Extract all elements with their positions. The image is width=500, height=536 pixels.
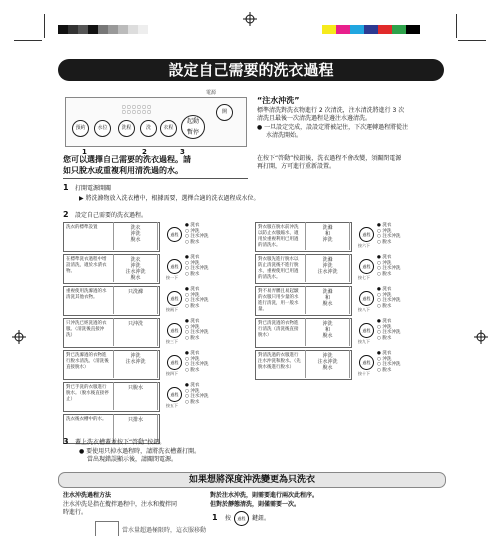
indicator-item: ● 洗衣: [377, 223, 392, 228]
press-count: 按九下: [358, 339, 370, 344]
indicator-item: ○ 脫水: [185, 271, 200, 277]
control-panel-illustration: 電源 預約 水位 洗程 洗 衣程 起動 暫停 開 ▢ ▢ ▢ ▢ ▢ ▢ ▢ ▢ ▢ ▢ ▢ ▢: [65, 97, 247, 147]
step-number: 3: [63, 437, 69, 446]
program-row-label: 只沖洗已經洗過的衣服。（清洗後直接沖洗）: [66, 321, 107, 338]
power-label: 電源: [206, 90, 217, 96]
process-button-icon: 過程: [167, 259, 182, 274]
program-row-steps: [305, 222, 350, 250]
program-row-steps: [113, 222, 158, 250]
process-button-icon: 過程: [234, 511, 249, 526]
program-row-steps: [305, 286, 350, 314]
indicator-item: ○ 注水沖洗: [185, 394, 209, 399]
indicator-item: ○ 沖洗: [185, 292, 200, 298]
section-heading: 如果想將深度沖洗變更為只洗衣: [58, 472, 446, 488]
indicator-list: [185, 287, 208, 309]
indicator-item: ○ 脫水: [377, 367, 392, 373]
step-number: 1: [212, 513, 218, 522]
start-pause-knob: 起動 暫停: [181, 115, 205, 139]
indicator-item: ○ 脫水: [185, 399, 200, 405]
program-step: 洗滌: [322, 289, 333, 295]
section-subheading: 注水沖洗過程方法: [63, 492, 112, 499]
process-button-icon: 過程: [359, 355, 374, 370]
step-number: 1: [63, 183, 69, 192]
program-step: 注水沖洗: [317, 359, 338, 365]
program-step: 和: [324, 295, 330, 301]
indicator-item: ● 洗衣: [185, 351, 200, 356]
indicator-item: ○ 沖洗: [185, 388, 200, 394]
indicator-item: ○ 注水沖洗: [377, 330, 401, 335]
program-step: 和: [324, 231, 330, 237]
program-row-steps: [305, 318, 350, 346]
program-step: 脫水: [322, 301, 333, 307]
program-row-steps: [113, 286, 158, 314]
indicator-list: [377, 319, 400, 341]
indicator-list: [377, 223, 400, 245]
indicator-list: [185, 223, 208, 245]
indicator-list: [185, 351, 208, 373]
indicator-item: ○ 沖洗: [377, 260, 392, 266]
step-bullet: ● 要使用只掉水過程時，請將洗衣槽蓋打開。: [79, 448, 201, 455]
program-step: 注水沖洗: [125, 359, 146, 365]
program-step: 注水沖洗: [317, 269, 338, 275]
process-button-icon: 過程: [167, 291, 182, 306]
bold-note: 如只脫水或重複利用清洗過的水。: [63, 166, 183, 175]
process-button-icon: 過程: [359, 227, 374, 242]
section-text: 時進行。: [63, 509, 88, 516]
process-button-icon: 過程: [359, 259, 374, 274]
program-step: 注水沖洗: [125, 269, 146, 275]
program-step: 沖洗: [322, 263, 333, 269]
indicator-item: ○ 脫水: [377, 335, 392, 341]
process-button-icon: 過程: [359, 323, 374, 338]
panel-knob: 水位: [94, 120, 111, 137]
section-text: 但對於靜態清洗，則僅需要一次。: [210, 501, 301, 508]
indicator-item: ● 洗衣: [185, 255, 200, 260]
panel-knob: 衣程: [160, 120, 177, 137]
press-count: 按十下: [358, 371, 370, 376]
indicator-item: ○ 沖洗: [377, 292, 392, 298]
indicator-item: ○ 注水沖洗: [377, 298, 401, 303]
indicator-item: ○ 注水沖洗: [185, 234, 209, 239]
divider: [63, 178, 248, 179]
indicator-item: ○ 注水沖洗: [185, 362, 209, 367]
registration-mark-icon: [474, 330, 488, 344]
process-button-icon: 過程: [167, 387, 182, 402]
indicator-list: [185, 319, 208, 341]
program-step: 洗滌: [322, 257, 333, 263]
program-row-steps: [113, 350, 158, 378]
program-row-label: 對已洗滌過的衣物進行脫水清洗。（清洗後直接脫水）: [66, 353, 109, 370]
program-row-steps: [305, 254, 350, 282]
program-row-label: 對衣服在脫水前沖洗以防止衣服縮水，適用於重複利用已用過的清洗水。: [258, 225, 299, 248]
indicator-item: ● 洗衣: [377, 287, 392, 292]
program-step: 洗滌: [322, 225, 333, 231]
indicator-list: [377, 351, 400, 373]
program-step: 洗衣: [130, 225, 141, 231]
indicator-list: [377, 287, 400, 309]
registration-mark-icon: [12, 330, 26, 344]
crop-mark: [44, 14, 45, 38]
indicator-list: [185, 255, 208, 277]
indicator-item: ● 洗衣: [377, 255, 392, 260]
indicator-item: ○ 脫水: [377, 271, 392, 277]
intro-text: 清洗且最後一次清洗過程是邊注水邊清洗。: [257, 115, 372, 122]
program-row-steps: [113, 382, 158, 410]
program-row-steps: [113, 318, 158, 346]
section-text: 鍵鈕。: [252, 515, 271, 522]
indicator-item: ● 洗衣: [377, 351, 392, 356]
crop-mark: [458, 40, 486, 41]
program-step: 脫水: [322, 333, 333, 339]
section-text: 注水沖洗是指在攪拌過程中，注水和攪拌同: [63, 501, 178, 508]
right-note: 再打開，方可進行重新設置。: [257, 163, 336, 170]
program-step: 脫水: [322, 365, 333, 371]
program-step: 和: [324, 327, 330, 333]
press-count: 按六下: [358, 243, 370, 248]
callout-number: 3: [180, 148, 185, 156]
indicator-item: ○ 脫水: [185, 303, 200, 309]
program-step: 只排水: [127, 417, 143, 423]
page-title: 設定自己需要的洗衣過程: [58, 59, 444, 81]
intro-heading: “注水沖洗”: [257, 96, 300, 105]
indicator-item: ● 洗衣: [185, 287, 200, 292]
program-row-label: 對衣服先進行脫水以防止清洗後不進行脫水，重複使用已用過的清洗水。: [258, 257, 299, 280]
indicator-item: ○ 脫水: [377, 303, 392, 309]
program-step: 只沖洗: [127, 321, 143, 327]
callout-number: 2: [142, 148, 147, 156]
program-row-label: 對已手洗的衣服進行脫水。（脫水後直接停止）: [66, 385, 109, 402]
program-step: 脫水: [130, 275, 141, 281]
indicator-item: ○ 沖洗: [377, 324, 392, 330]
program-step: 只脫水: [127, 385, 143, 391]
press-count: 按八下: [358, 307, 370, 312]
program-row-label: 重複使用洗滌過的水清洗其他衣物。: [66, 289, 107, 300]
indicator-item: ○ 注水沖洗: [377, 362, 401, 367]
intro-text: 標準清洗對洗衣物進行 2 次清洗，注水清洗將進行 3 次: [257, 107, 405, 114]
program-step: 沖洗: [322, 237, 333, 243]
step-text: 設定自己需要的洗衣過程。: [75, 212, 148, 219]
indicator-item: ○ 注水沖洗: [185, 298, 209, 303]
indicator-list: [377, 255, 400, 277]
indicator-item: ○ 脫水: [185, 367, 200, 373]
section-text: 當水量超過極限時，這衣服移動: [122, 527, 207, 534]
indicator-item: ○ 沖洗: [185, 356, 200, 362]
program-step: 沖洗: [322, 353, 333, 359]
grayscale-bar: [58, 25, 158, 34]
section-text: 對於注水沖洗，則需要進行兩次此程序。: [210, 492, 319, 499]
indicator-item: ● 洗衣: [185, 383, 200, 388]
process-button-icon: 過程: [167, 227, 182, 242]
color-bar: [322, 25, 442, 34]
indicator-item: ○ 注水沖洗: [185, 266, 209, 271]
registration-mark-icon: [243, 12, 257, 26]
indicator-item: ○ 沖洗: [185, 228, 200, 234]
press-count: 按三下: [166, 339, 178, 344]
indicator-item: ○ 沖洗: [185, 260, 200, 266]
program-row-steps: [305, 350, 350, 378]
indicator-item: ○ 沖洗: [185, 324, 200, 330]
panel-knob: 洗: [140, 120, 157, 137]
indicator-item: ○ 沖洗: [377, 228, 392, 234]
section-text: 按: [225, 515, 232, 522]
intro-bullet: ● 一旦設定完成，設設定將被記住，下次運轉過程將從注: [257, 124, 409, 131]
program-step: 沖洗: [130, 353, 141, 359]
program-row-label: 洗衣的標準設置: [66, 225, 98, 230]
callout-number: 1: [82, 148, 87, 156]
indicator-item: ● 洗衣: [377, 319, 392, 324]
panel-knob: 洗程: [118, 120, 135, 137]
process-button-icon: 過程: [359, 291, 374, 306]
program-row-label: 洗衣後衣槽中的水。: [66, 417, 107, 422]
indicator-item: ○ 脫水: [377, 239, 392, 245]
indicator-item: ○ 注水沖洗: [377, 266, 401, 271]
press-count: 按五下: [166, 403, 178, 408]
right-note: 在按下“啓動”按鈕後，洗衣過程不會改變，須關閉電源: [257, 155, 402, 162]
illustration-placeholder: [95, 521, 119, 536]
program-row-steps: [113, 254, 158, 282]
process-button-icon: 過程: [167, 323, 182, 338]
indicator-item: ● 洗衣: [185, 223, 200, 228]
program-step: 沖洗: [130, 263, 141, 269]
indicator-item: ○ 脫水: [185, 239, 200, 245]
crop-mark: [14, 40, 42, 41]
step-subtext: ▶ 將洗滌物放入洗衣槽中，根據需要，選擇合適的洗衣過程成水位。: [79, 195, 260, 202]
program-row-label: 對清洗過的衣服進行注水沖洗和脫水。（先脫水後進行脫水）: [258, 353, 301, 370]
panel-knob: 預約: [72, 120, 89, 137]
bold-note: 您可以選擇自己需要的洗衣過程。請: [63, 155, 191, 164]
press-count: 按四下: [166, 371, 178, 376]
press-count: 按一下: [166, 275, 178, 280]
step-bullet-cont: 當出現錯誤顯示後，請關閉電源。: [87, 456, 178, 463]
indicator-item: ○ 注水沖洗: [377, 234, 401, 239]
program-step: 洗衣: [130, 257, 141, 263]
step-text: 打開電源開關: [75, 185, 112, 192]
program-step: 脫水: [130, 237, 141, 243]
program-step: 沖洗: [322, 321, 333, 327]
program-row-label: 在標準洗衣過程中增設清洗，適於水漬衣物。: [66, 257, 107, 274]
program-row-steps: [113, 414, 158, 442]
program-row-label: 對不易弄髒且易起皺的衣服只用少量的水進行清洗，用一般水量。: [258, 289, 299, 312]
step-text: 蓋上洗衣槽蓋並按下“啓動”按鈕。: [75, 439, 166, 446]
press-count: 按七下: [358, 275, 370, 280]
indicator-item: ○ 注水沖洗: [185, 330, 209, 335]
intro-bullet-cont: 水清洗開始。: [266, 132, 303, 139]
indicator-list: [185, 383, 208, 405]
program-step: 沖洗: [130, 231, 141, 237]
process-button-icon: 過程: [167, 355, 182, 370]
indicator-item: ● 洗衣: [185, 319, 200, 324]
program-step: 只洗滌: [127, 289, 143, 295]
indicator-item: ○ 沖洗: [377, 356, 392, 362]
power-knob: 開: [216, 104, 233, 121]
step-number: 2: [63, 210, 69, 219]
program-row-label: 對已清洗過的衣物進行清洗（清洗後直接脫水）: [258, 321, 299, 338]
indicator-item: ○ 脫水: [185, 335, 200, 341]
press-count: 按兩下: [166, 307, 178, 312]
crop-mark: [456, 14, 457, 38]
